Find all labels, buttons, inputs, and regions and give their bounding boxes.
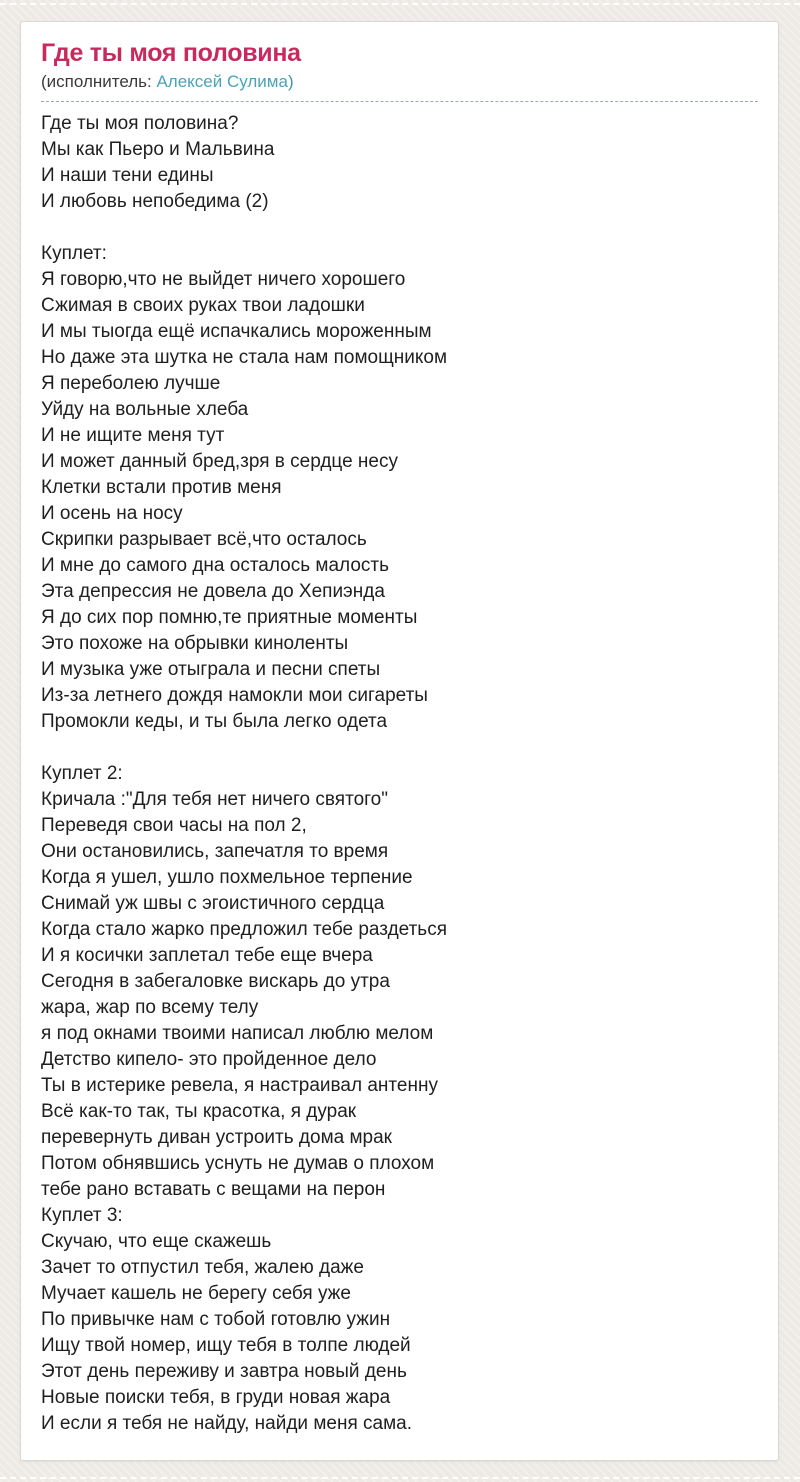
lyric-line: Куплет 3: <box>41 1205 123 1226</box>
lyric-line: перевернуть диван устроить дома мрак <box>41 1127 392 1148</box>
lyric-line: Когда стало жарко предложил тебе раздеться <box>41 919 447 940</box>
lyric-line: И осень на носу <box>41 503 183 524</box>
lyric-line: тебе рано вставать с вещами на перон <box>41 1179 386 1200</box>
lyric-line: Ищу твой номер, ищу тебя в толпе людей <box>41 1335 411 1356</box>
lyric-line: я под окнами твоими написал люблю мелом <box>41 1023 434 1044</box>
lyric-line: Я говорю,что не выйдет ничего хорошего <box>41 269 406 290</box>
lyric-line: Сжимая в своих руках твои ладошки <box>41 295 365 316</box>
lyric-line: Когда я ушел, ушло похмельное терпение <box>41 867 413 888</box>
lyric-line: Мучает кашель не берегу себя уже <box>41 1283 351 1304</box>
lyric-line: Из-за летнего дождя намокли мои сигареты <box>41 685 428 706</box>
lyric-line: Новые поиски тебя, в груди новая жара <box>41 1387 391 1408</box>
performer-line <box>41 72 758 92</box>
lyrics-card <box>20 21 779 1461</box>
lyric-line: Промокли кеды, и ты была легко одета <box>41 711 388 732</box>
lyric-line: И может данный бред,зря в сердце несу <box>41 451 398 472</box>
performer-suffix: ) <box>287 72 294 91</box>
lyric-line: И мы тыогда ещё испачкались мороженным <box>41 321 432 342</box>
lyric-line: По привычке нам с тобой готовлю ужин <box>41 1309 391 1330</box>
lyrics-text <box>41 102 758 1437</box>
lyric-line: Потом обнявшись уснуть не думав о плохом <box>41 1153 435 1174</box>
song-title: Где ты моя половина <box>41 39 301 67</box>
lyric-line: И музыка уже отыграла и песни спеты <box>41 659 381 680</box>
lyric-line: Мы как Пьеро и Мальвина <box>41 139 275 160</box>
lyric-line: Они остановились, запечатля то время <box>41 841 389 862</box>
lyric-line: Скучаю, что еще скажешь <box>41 1231 272 1252</box>
lyric-line: Это похоже на обрывки киноленты <box>41 633 349 654</box>
lyric-line: Снимай уж швы с эгоистичного сердца <box>41 893 385 914</box>
lyric-line: Этот день переживу и завтра новый день <box>41 1361 407 1382</box>
lyric-line <box>41 215 758 241</box>
lyric-line <box>41 735 758 761</box>
lyric-line: Ты в истерике ревела, я настраивал антенну <box>41 1075 438 1096</box>
lyric-line: Сегодня в забегаловке вискарь до утра <box>41 971 390 992</box>
lyric-line: Я до сих пор помню,те приятные моменты <box>41 607 418 628</box>
lyric-line: Детство кипело- это пройденное дело <box>41 1049 377 1070</box>
song-header <box>41 22 758 102</box>
stitched-border-bottom <box>0 1477 800 1479</box>
performer-label: (исполнитель: <box>41 72 157 91</box>
lyric-line: Но даже эта шутка не стала нам помощником <box>41 347 448 368</box>
lyric-line: Я переболею лучше <box>41 373 221 394</box>
lyric-line: Уйду на вольные хлеба <box>41 399 249 420</box>
lyric-line: Куплет 2: <box>41 763 123 784</box>
lyric-line: И не ищите меня тут <box>41 425 225 446</box>
lyric-line: И я косички заплетал тебе еще вчера <box>41 945 373 966</box>
lyric-line: И мне до самого дна осталось малость <box>41 555 390 576</box>
lyric-line: Скрипки разрывает всё,что осталось <box>41 529 367 550</box>
lyric-line: И если я тебя не найду, найди меня сама. <box>41 1413 412 1434</box>
lyric-line: жара, жар по всему телу <box>41 997 259 1018</box>
lyric-line: И наши тени едины <box>41 165 214 186</box>
lyric-line: Эта депрессия не довела до Хепиэнда <box>41 581 385 602</box>
lyric-line: Клетки встали против меня <box>41 477 282 498</box>
lyric-line: Всё как-то так, ты красотка, я дурак <box>41 1101 357 1122</box>
stitched-border-top <box>0 3 800 5</box>
artist-link[interactable]: Алексей Сулима <box>156 72 288 91</box>
lyric-line: Переведя свои часы на пол 2, <box>41 815 307 836</box>
lyric-line: Зачет то отпустил тебя, жалею даже <box>41 1257 364 1278</box>
lyric-line: Кричала :"Для тебя нет ничего святого" <box>41 789 388 810</box>
lyric-line: И любовь непобедима (2) <box>41 191 269 212</box>
lyric-line: Куплет: <box>41 243 107 264</box>
lyric-line: Где ты моя половина? <box>41 113 239 134</box>
